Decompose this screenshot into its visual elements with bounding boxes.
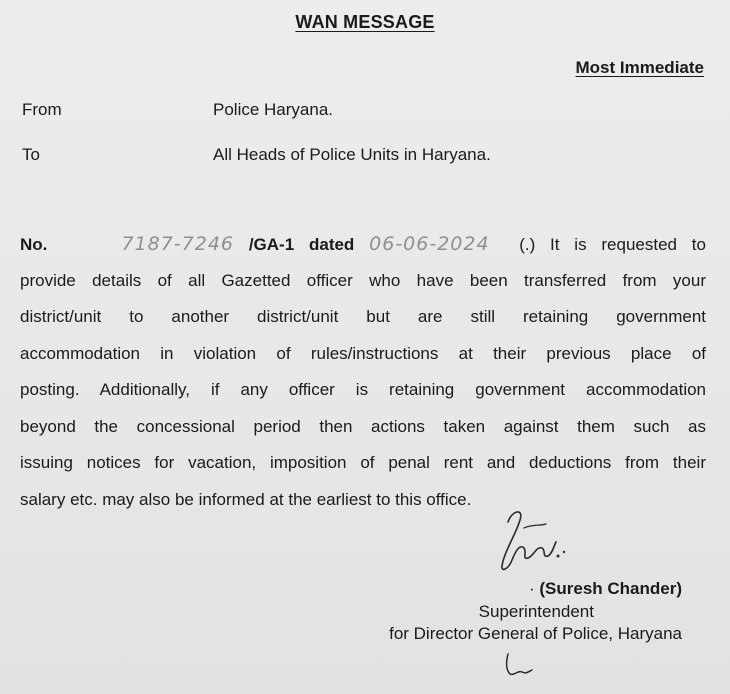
body-line-8: salary etc. may also be informed at the earliest to this office. [20,489,472,509]
body-line-1-rest: (.) It is requested to [519,235,706,254]
document-title-text: WAN MESSAGE [295,12,435,32]
number-label: No. [20,235,48,254]
signatory-on-behalf: for Director General of Police, Haryana [389,624,682,643]
body-line-5: posting. Additionally, if any officer is retaining government accommodation [20,380,706,399]
to-value: All Heads of Police Units in Haryana. [213,145,491,164]
handwritten-number: 7187-7246 [121,233,235,255]
document-title [0,12,730,33]
handwritten-date: 06-06-2024 [369,233,490,255]
signatory-name: (Suresh Chander) [539,579,682,598]
handwritten-signature [494,500,574,578]
body-line-2: provide details of all Gazetted officer who have been transferred from your [20,270,706,290]
priority-label: Most Immediate [575,58,704,77]
body-line-3: district/unit to another district/unit but are still retaining government [20,307,706,326]
message-body [20,226,706,518]
reference-label: /GA-1 dated [248,235,355,254]
body-line-1 [20,226,706,263]
initials-mark [500,650,540,680]
signatory-name-row: · (Suresh Chander) [528,579,682,598]
from-label: From [22,100,62,119]
to-label: To [22,145,40,164]
body-line-4: accommodation in violation of rules/instructions at their previous place of [20,343,706,363]
signatory-designation: Superintendent [478,601,594,621]
body-line-7: issuing notices for vacation, imposition of penal rent and deductions from their [20,453,706,472]
from-value: Police Haryana. [213,100,334,119]
body-line-6: beyond the concessional period then actions taken against them such as [20,416,706,436]
signature-block [362,578,682,646]
